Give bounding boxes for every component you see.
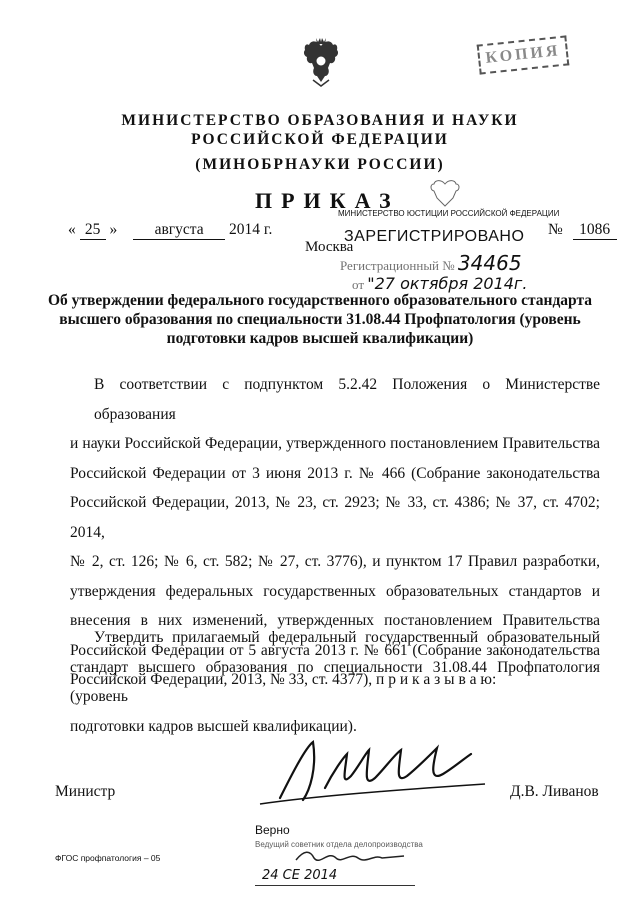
number-value: 1086 bbox=[573, 221, 617, 240]
p1-line: утверждения федеральных государственных образовательных стандартов и bbox=[70, 582, 600, 600]
p1-line: Российской Федерации от 3 июня 2013 г. № 466 (Собрание законодательства bbox=[70, 464, 600, 482]
p1-line: Российской Федерации, 2013, № 33, ст. 4377), п р и к а з ы в а ю: bbox=[70, 671, 497, 688]
registration-number bbox=[340, 251, 522, 275]
signer-name: Д.В. Ливанов bbox=[510, 783, 599, 800]
ministry-line2: РОССИЙСКОЙ ФЕДЕРАЦИИ bbox=[191, 131, 449, 148]
certification-signature bbox=[292, 846, 412, 868]
ministry-line1: МИНИСТЕРСТВО ОБРАЗОВАНИЯ И НАУКИ bbox=[121, 112, 519, 129]
registration-date-value: "27 октября 2014г. bbox=[367, 274, 528, 293]
corner-stamp bbox=[477, 35, 570, 74]
date-close-quote: » bbox=[109, 221, 118, 238]
certification-line: Ведущий советник отдела делопроизводства bbox=[255, 840, 423, 849]
ministry-line3: (МИНОБРНАУКИ РОССИИ) bbox=[195, 156, 445, 173]
footer-code: ФГОС профпатология – 05 bbox=[55, 853, 161, 863]
p1-line: № 2, ст. 126; № 6, ст. 582; № 27, ст. 3776), и пунктом 17 Правил разработки, bbox=[70, 553, 600, 570]
order-number bbox=[548, 221, 617, 240]
registration-stamp bbox=[338, 178, 560, 293]
registration-number-value: 34465 bbox=[457, 251, 522, 275]
subject-line2: высшего образования по специальности 31.08.44 Профпатология (уровень bbox=[59, 311, 581, 328]
registration-number-label: Регистрационный № bbox=[340, 258, 455, 273]
signer-position: Министр bbox=[55, 783, 116, 800]
order-date bbox=[68, 221, 272, 240]
date-day: 25 bbox=[80, 221, 106, 240]
subject-line1: Об утверждении федерального государственного образовательного стандарта bbox=[47, 292, 593, 309]
p2-line: подготовки кадров высшей квалификации). bbox=[70, 717, 357, 735]
date-year: 2014 г. bbox=[229, 221, 273, 238]
date-month: августа bbox=[133, 221, 225, 240]
p1-line: Российской Федерации от 5 августа 2013 г. № 661 (Собрание законодательства bbox=[70, 641, 600, 659]
p1-line: внесения в них изменений, утвержденных постановлением Правительства bbox=[70, 612, 600, 629]
registration-header: МИНИСТЕРСТВО ЮСТИЦИИ РОССИЙСКОЙ ФЕДЕРАЦИИ bbox=[338, 209, 560, 218]
emblem bbox=[303, 36, 339, 88]
date-open-quote: « bbox=[68, 221, 76, 238]
city: Москва bbox=[305, 239, 354, 255]
p2-line: Утвердить прилагаемый федеральный государственный образовательный bbox=[94, 629, 600, 646]
p1-line: и науки Российской Федерации, утвержденного постановлением Правительства bbox=[70, 435, 600, 452]
p1-line: Российской Федерации, 2013, № 23, ст. 2923; № 33, ст. 4386; № 37, ст. 4702; 2014, bbox=[70, 494, 600, 541]
paragraph-2 bbox=[70, 623, 600, 741]
corner-stamp-text: КОПИЯ bbox=[484, 42, 562, 67]
subject-line3: подготовки кадров высшей квалификации) bbox=[166, 330, 474, 347]
stamp-emblem-icon bbox=[428, 178, 462, 208]
registration-date bbox=[352, 274, 527, 293]
handwritten-signature bbox=[255, 728, 505, 808]
number-sign: № bbox=[548, 221, 563, 238]
p2-line: стандарт высшего образования по специальности 31.08.44 Профпатология (уровень bbox=[70, 658, 600, 705]
p1-line: В соответствии с подпунктом 5.2.42 Положения о Министерстве образования bbox=[94, 376, 600, 423]
certification-date: 24 СЕ 2014 bbox=[262, 868, 338, 883]
registration-registered: ЗАРЕГИСТРИРОВАНО bbox=[344, 228, 525, 245]
doc-type: ПРИКАЗ bbox=[255, 188, 400, 213]
registration-date-label: от bbox=[352, 277, 365, 292]
certification-verno: Верно bbox=[255, 823, 290, 837]
certification-date-line bbox=[255, 885, 415, 886]
double-headed-eagle-icon bbox=[303, 36, 339, 88]
